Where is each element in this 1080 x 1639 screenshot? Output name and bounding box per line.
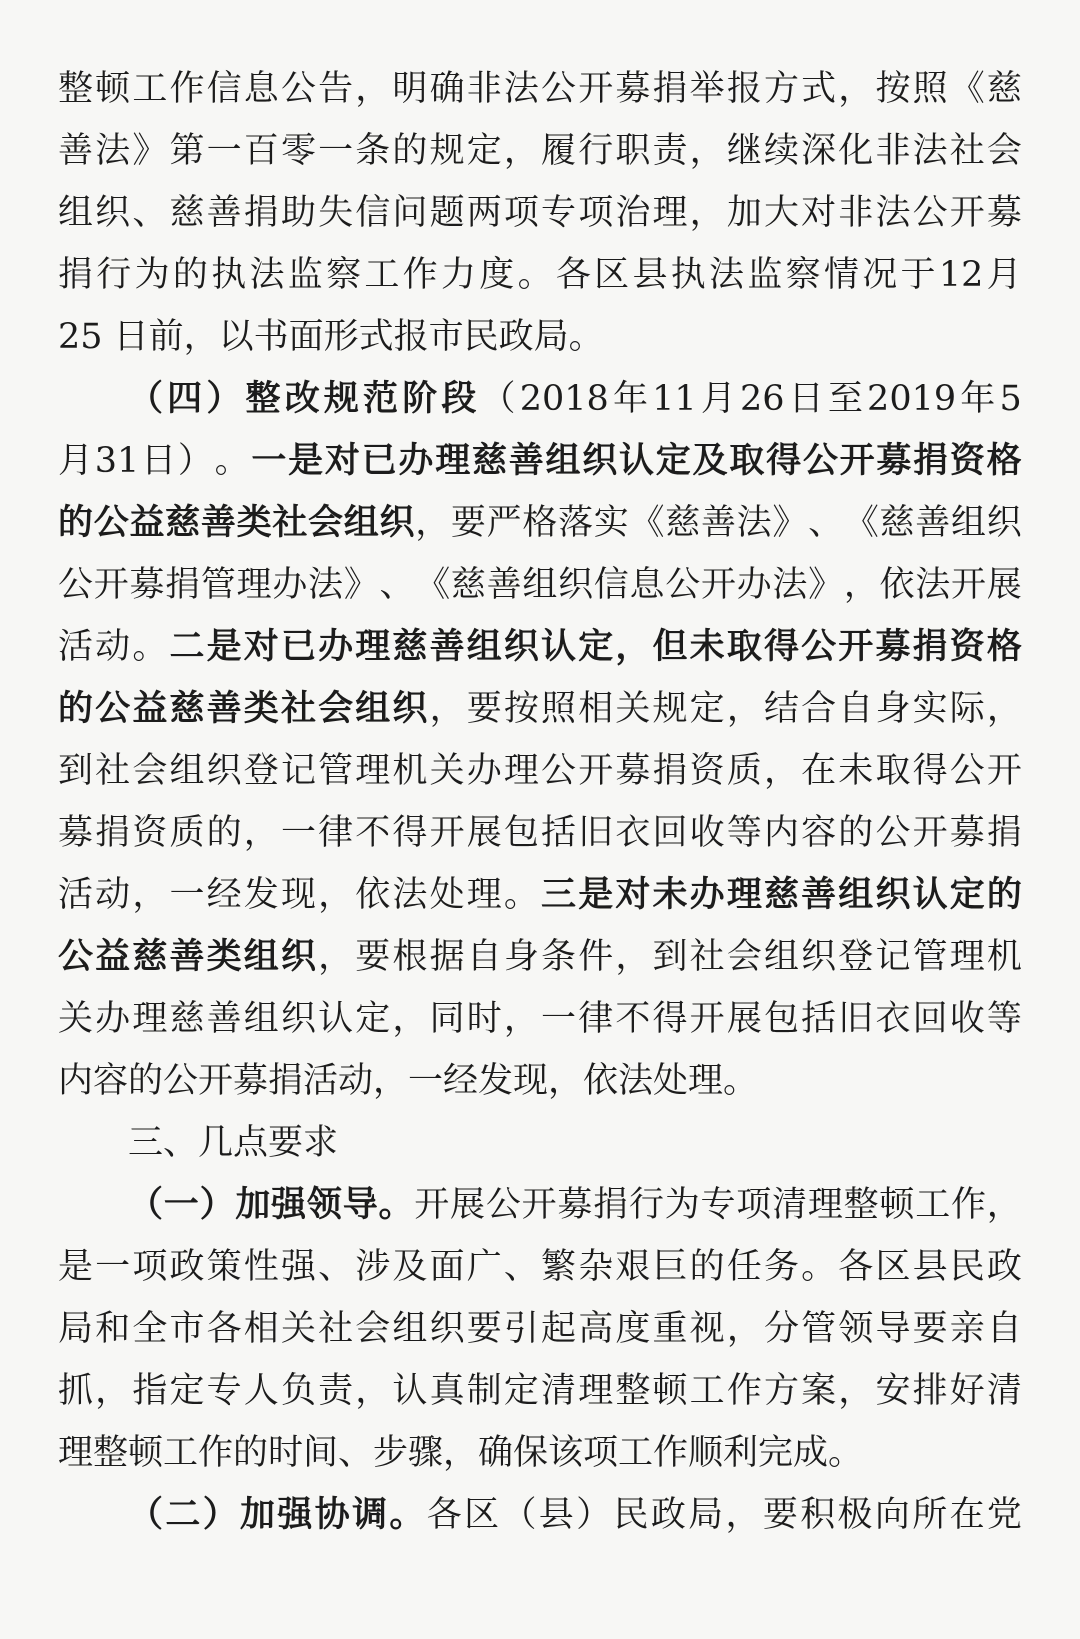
- text-line: 募 捐 资 质 的 ， 一 律 不 得 开 展 包 括 旧 衣 回 收 等 内 容 的 公 开 募 捐: [58, 813, 1022, 853]
- text-line: [58, 1050, 1022, 1112]
- text-line: [58, 1422, 1022, 1484]
- text-line: 活 动 。 二 是 对 已 办 理 慈 善 组 织 认 定 ， 但 未 取 得 公 开 募 捐 资 格: [58, 626, 1022, 667]
- text-line: 整 顿 工 作 信 息 公 告 ， 明 确 非 法 公 开 募 捐 举 报 方 式 ， 按 照 《 慈: [58, 69, 1022, 109]
- text-segment: 内容的公开募捐活动，一经发现，依法处理。: [58, 1061, 759, 1101]
- text-line: [58, 1112, 1022, 1174]
- text-line: （ 一 ） 加 强 领 导 。 开 展 公 开 募 捐 行 为 专 项 清 理 整 顿 工 作 ，: [128, 1184, 1022, 1225]
- document-page: [58, 58, 1022, 1546]
- text-line: 抓 ， 指 定 专 人 负 责 ， 认 真 制 定 清 理 整 顿 工 作 方 案 ， 安 排 好 清: [58, 1371, 1022, 1411]
- text-line: 到 社 会 组 织 登 记 管 理 机 关 办 理 公 开 募 捐 资 质 ， 在 未 取 得 公 开: [58, 751, 1022, 791]
- text-segment: 三、几点要求: [128, 1123, 339, 1163]
- text-line: 关 办 理 慈 善 组 织 认 定 ， 同 时 ， 一 律 不 得 开 展 包 括 旧 衣 回 收 等: [58, 999, 1022, 1039]
- text-line: 月 31 日 ） 。 一 是 对 已 办 理 慈 善 组 织 认 定 及 取 得 公 开 募 捐 资 格: [58, 440, 1022, 481]
- text-line: 组 织 、 慈 善 捐 助 失 信 问 题 两 项 专 项 治 理 ， 加 大 对 非 法 公 开 募: [58, 193, 1022, 233]
- text-line: 局 和 全 市 各 相 关 社 会 组 织 要 引 起 高 度 重 视 ， 分 管 领 导 要 亲 自: [58, 1309, 1022, 1349]
- text-line: 善 法 》 第 一 百 零 一 条 的 规 定 ， 履 行 职 责 ， 继 续 深 化 非 法 社 会: [58, 131, 1022, 171]
- text-line: 是 一 项 政 策 性 强 、 涉 及 面 广 、 繁 杂 艰 巨 的 任 务 。 各 区 县 民 政: [58, 1247, 1022, 1287]
- text-line: （ 二 ） 加 强 协 调 。 各 区 （ 县 ） 民 政 局 ， 要 积 极 向 所 在 党: [128, 1494, 1022, 1535]
- text-line: 捐 行 为 的 执 法 监 察 工 作 力 度 。 各 区 县 执 法 监 察 情 况 于 12 月: [58, 255, 1022, 295]
- text-segment: 理整顿工作的时间、步骤，确保该项工作顺利完成。: [58, 1433, 864, 1473]
- text-segment: 25 日前，以书面形式报市民政局。: [58, 317, 604, 357]
- text-line: 活 动 ， 一 经 发 现 ， 依 法 处 理 。 三 是 对 未 办 理 慈 善 组 织 认 定 的: [58, 874, 1022, 915]
- text-line: 公 开 募 捐 管 理 办 法 》 、 《 慈 善 组 织 信 息 公 开 办 法 》 ， 依 法 开 展: [58, 565, 1022, 605]
- text-line: 的 公 益 慈 善 类 社 会 组 织 ， 要 严 格 落 实 《 慈 善 法 》 、 《 慈 善 组 织: [58, 502, 1022, 543]
- text-line: [58, 306, 1022, 368]
- text-line: 的 公 益 慈 善 类 社 会 组 织 ， 要 按 照 相 关 规 定 ， 结 合 自 身 实 际 ，: [58, 688, 1022, 729]
- text-line: （ 四 ） 整 改 规 范 阶 段 （ 2018 年 11 月 26 日 至 2019 年 5: [128, 378, 1022, 419]
- text-line: 公 益 慈 善 类 组 织 ， 要 根 据 自 身 条 件 ， 到 社 会 组 织 登 记 管 理 机: [58, 936, 1022, 977]
